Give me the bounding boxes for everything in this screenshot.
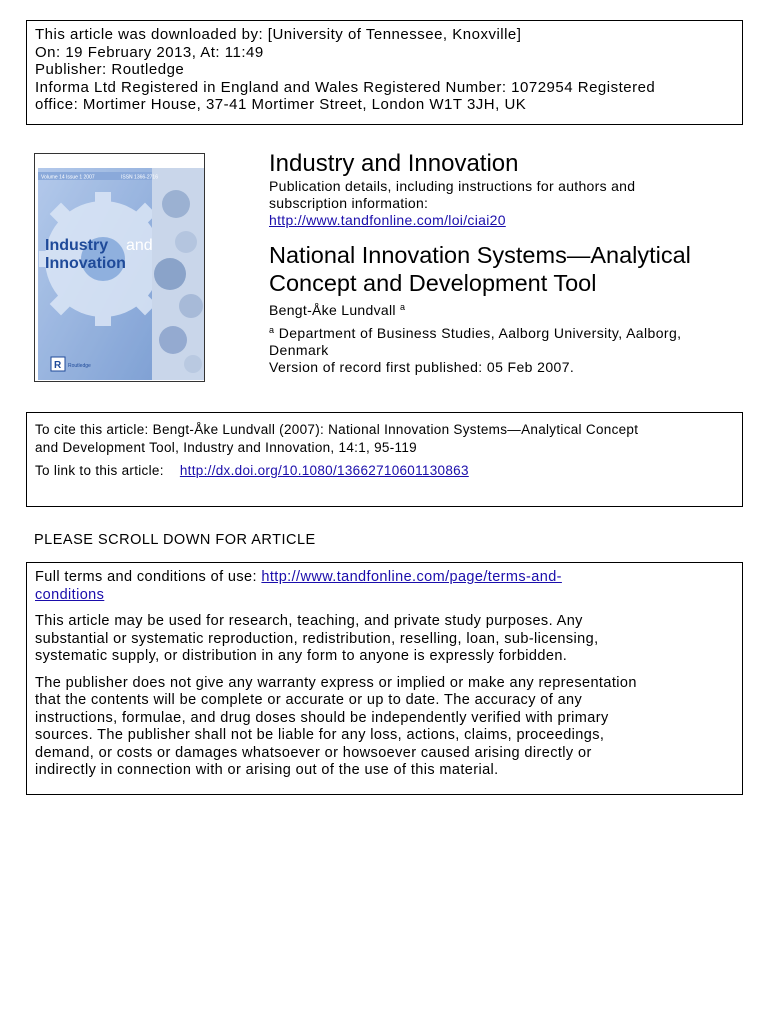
- author-affiliation-marker: a: [400, 302, 406, 312]
- cover-title-line1: Industry: [45, 237, 109, 254]
- version-of-record: Version of record first published: 05 Feb 2007.: [269, 359, 575, 375]
- terms-box: [26, 562, 743, 795]
- terms-link-continued[interactable]: conditions: [35, 586, 105, 603]
- terms-paragraph-usage: [35, 613, 734, 666]
- author-name: Bengt-Åke Lundvall: [269, 302, 396, 318]
- terms-paragraph-disclaimer: [35, 675, 734, 780]
- affiliation-line-2: Denmark: [269, 342, 329, 358]
- terms-line: sources. The publisher shall not be liable for any loss, actions, claims, proceedings,: [35, 727, 605, 743]
- journal-title: Industry and Innovation: [269, 150, 519, 177]
- terms-line: indirectly in connection with or arising out of the use of this material.: [35, 762, 499, 778]
- cover-issn-text: ISSN 1366-2716: [121, 174, 158, 181]
- terms-line: that the contents will be complete or accurate or up to date. The accuracy of any: [35, 692, 583, 708]
- terms-link[interactable]: http://www.tandfonline.com/page/terms-and-: [261, 569, 562, 585]
- cover-title-line1-tail: and: [126, 237, 153, 254]
- terms-url-row: [35, 569, 734, 587]
- doi-link[interactable]: http://dx.doi.org/10.1080/13662710601130863: [179, 463, 469, 478]
- terms-line: This article may be used for research, teaching, and private study purposes. Any: [35, 613, 583, 629]
- download-notice-box: [26, 20, 743, 125]
- publication-details-line: subscription information:: [269, 195, 429, 211]
- cover-issue-text: Volume 14 Issue 1 2007: [41, 174, 95, 181]
- scroll-down-note: PLEASE SCROLL DOWN FOR ARTICLE: [34, 532, 316, 548]
- terms-line: demand, or costs or damages whatsoever or howsoever caused arising directly or: [35, 744, 592, 761]
- article-title: National Innovation Systems—Analytical Concept and Development Tool: [269, 242, 691, 296]
- publication-details-line: Publication details, including instructions for authors and: [269, 178, 636, 194]
- journal-cover-image: [34, 153, 205, 382]
- svg-text:R: R: [54, 360, 62, 371]
- download-notice-line: This article was downloaded by: [University of Tennessee, Knoxville]: [35, 26, 522, 43]
- download-notice-line: Publisher: Routledge: [35, 61, 185, 79]
- terms-line: The publisher does not give any warranty express or implied or make any representation: [35, 674, 637, 691]
- terms-line: systematic supply, or distribution in any form to anyone is expressly forbidden.: [35, 648, 568, 664]
- terms-line: substantial or systematic reproduction, redistribution, reselling, loan, sub-licensing,: [35, 630, 599, 647]
- author-line: [269, 298, 405, 319]
- journal-url-link[interactable]: http://www.tandfonline.com/loi/ciai20: [269, 212, 506, 228]
- citation-line: and Development Tool, Industry and Innovation, 14:1, 95-119: [35, 439, 417, 455]
- terms-label: Full terms and conditions of use:: [35, 569, 257, 585]
- citation-line: To cite this article: Bengt-Åke Lundvall (2007): National Innovation Systems—Analytical Concept: [35, 422, 639, 437]
- affiliation-line: [269, 322, 681, 342]
- citation-link-row: [35, 462, 734, 480]
- cover-title-line2: Innovation: [45, 255, 126, 272]
- download-notice-line: Informa Ltd Registered in England and Wales Registered Number: 1072954 Registered: [35, 78, 656, 96]
- cover-publisher-text: Routledge: [68, 363, 91, 369]
- citation-link-label: To link to this article:: [35, 463, 164, 478]
- citation-box: [26, 412, 743, 507]
- download-notice-line: office: Mortimer House, 37-41 Mortimer Street, London W1T 3JH, UK: [35, 96, 527, 114]
- terms-line: instructions, formulae, and drug doses should be independently verified with primary: [35, 709, 609, 726]
- affiliation-marker: a: [269, 325, 275, 335]
- download-notice-line: On: 19 February 2013, At: 11:49: [35, 43, 264, 61]
- affiliation-text: Department of Business Studies, Aalborg University, Aalborg,: [278, 325, 682, 341]
